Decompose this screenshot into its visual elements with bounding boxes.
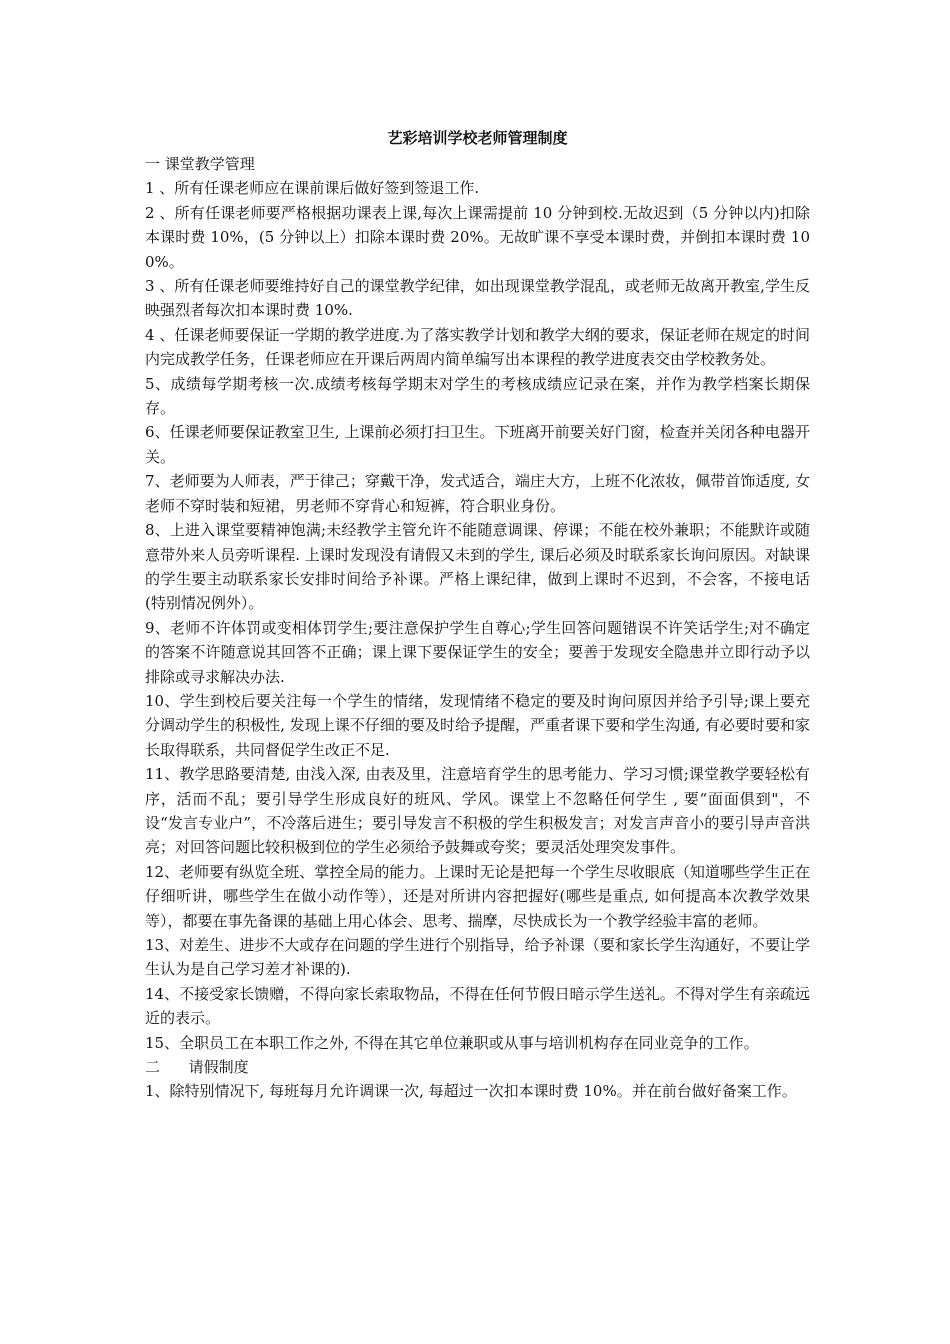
rule-item: 2 、所有任课老师要严格根据功课表上课,每次上课需提前 10 分钟到校.无故迟到（5 分钟以内)扣除本课时费 10%，(5 分钟以上）扣除本课时费 20%。无故旷课不享受本课时费，并倒扣本课时费 100%。	[145, 203, 810, 271]
section-heading-leave: 二 请假制度	[145, 1058, 249, 1077]
rule-item: 13、对差生、进步不大或存在问题的学生进行个别指导，给予补课（要和家长学生沟通好，不要让学生认为是自己学习差才补课的).	[145, 936, 810, 979]
document-page	[145, 126, 810, 1104]
rule-item: 12、老师要有纵览全班、掌控全局的能力。上课时无论是把每一个学生尽收眼底（知道哪些学生正在仔细听讲，哪些学生在做小动作等），还是对所讲内容把握好(哪些是重点, 如何提高本次教学效果等），都要在事先备课的基础上用心体会、思考、揣摩，尽快成长为一个教学经验丰富的老师。	[145, 862, 810, 930]
rule-item: 11、教学思路要清楚, 由浅入深, 由表及里，注意培育学生的思考能力、学习习惯;课堂教学要轻松有序，活而不乱；要引导学生形成良好的班风、学风。课堂上不忽略任何学生 , 要“面面俱到"，不设“发言专业户”，不冷落后进生；要引导发言不积极的学生积极发言；对发言声音小的要引导声音洪亮；对回答问题比较积极到位的学生必须给予鼓舞或夸奖；要灵活处理突发事件。	[145, 765, 810, 857]
rule-item: 8、上进入课堂要精神饱满;未经教学主管允许不能随意调课、停课；不能在校外兼职；不能默许或随意带外来人员旁听课程. 上课时发现没有请假又未到的学生, 课后必须及时联系家长询问原因。对缺课的学生要主动联系家长安排时间给予补课。严格上课纪律，做到上课时不迟到，不会客，不接电话(特别情况例外）。	[145, 521, 810, 613]
rule-item: 15、全职员工在本职工作之外, 不得在其它单位兼职或从事与培训机构存在同业竞争的工作。	[145, 1033, 759, 1052]
rule-item: 9、老师不许体罚或变相体罚学生;要注意保护学生自尊心;学生回答问题错误不许笑话学生;对不确定的答案不许随意说其回答不正确；课上课下要保证学生的安全；要善于发现安全隐患并立即行动予以排除或寻求解决办法.	[145, 618, 810, 686]
rule-item: 1 、所有任课老师应在课前课后做好签到签退工作.	[145, 179, 480, 198]
document-title: 艺彩培训学校老师管理制度	[387, 129, 568, 147]
rule-item: 7、老师要为人师表，严于律己；穿戴干净，发式适合，端庄大方，上班不化浓妆，佩带首饰适度, 女老师不穿时装和短裙，男老师不穿背心和短裤，符合职业身份。	[145, 472, 810, 515]
rule-item: 6、任课老师要保证教室卫生, 上课前必须打扫卫生。下班离开前要关好门窗，检查并关闭各种电器开关。	[145, 423, 810, 466]
rule-item: 4 、任课老师要保证一学期的教学进度.为了落实教学计划和教学大纲的要求，保证老师在规定的时间内完成教学任务，任课老师应在开课后两周内简单编写出本课程的教学进度表交由学校教务处。	[145, 325, 810, 369]
rule-item: 1、除特别情况下, 每班每月允许调课一次, 每超过一次扣本课时费 10%。并在前台做好备案工作。	[145, 1082, 797, 1101]
rule-item: 5、成绩每学期考核一次.成绩考核每学期末对学生的考核成绩应记录在案，并作为教学档案长期保存。	[145, 374, 810, 418]
rule-item: 10、学生到校后要关注每一个学生的情绪，发现情绪不稳定的要及时询问原因并给予引导;课上要充分调动学生的积极性, 发现上课不仔细的要及时给予提醒，严重者课下要和学生沟通, 有必要时要和家长取得联系，共同督促学生改正不足.	[145, 691, 810, 759]
rule-item: 14、不接受家长馈赠，不得向家长索取物品，不得在任何节假日暗示学生送礼。不得对学生有亲疏远近的表示。	[145, 984, 810, 1028]
section-heading-classroom: 一 课堂教学管理	[145, 155, 255, 173]
rule-item: 3 、所有任课老师要维持好自己的课堂教学纪律，如出现课堂教学混乱，或老师无故离开教室,学生反映强烈者每次扣本课时费 10%.	[145, 277, 810, 320]
